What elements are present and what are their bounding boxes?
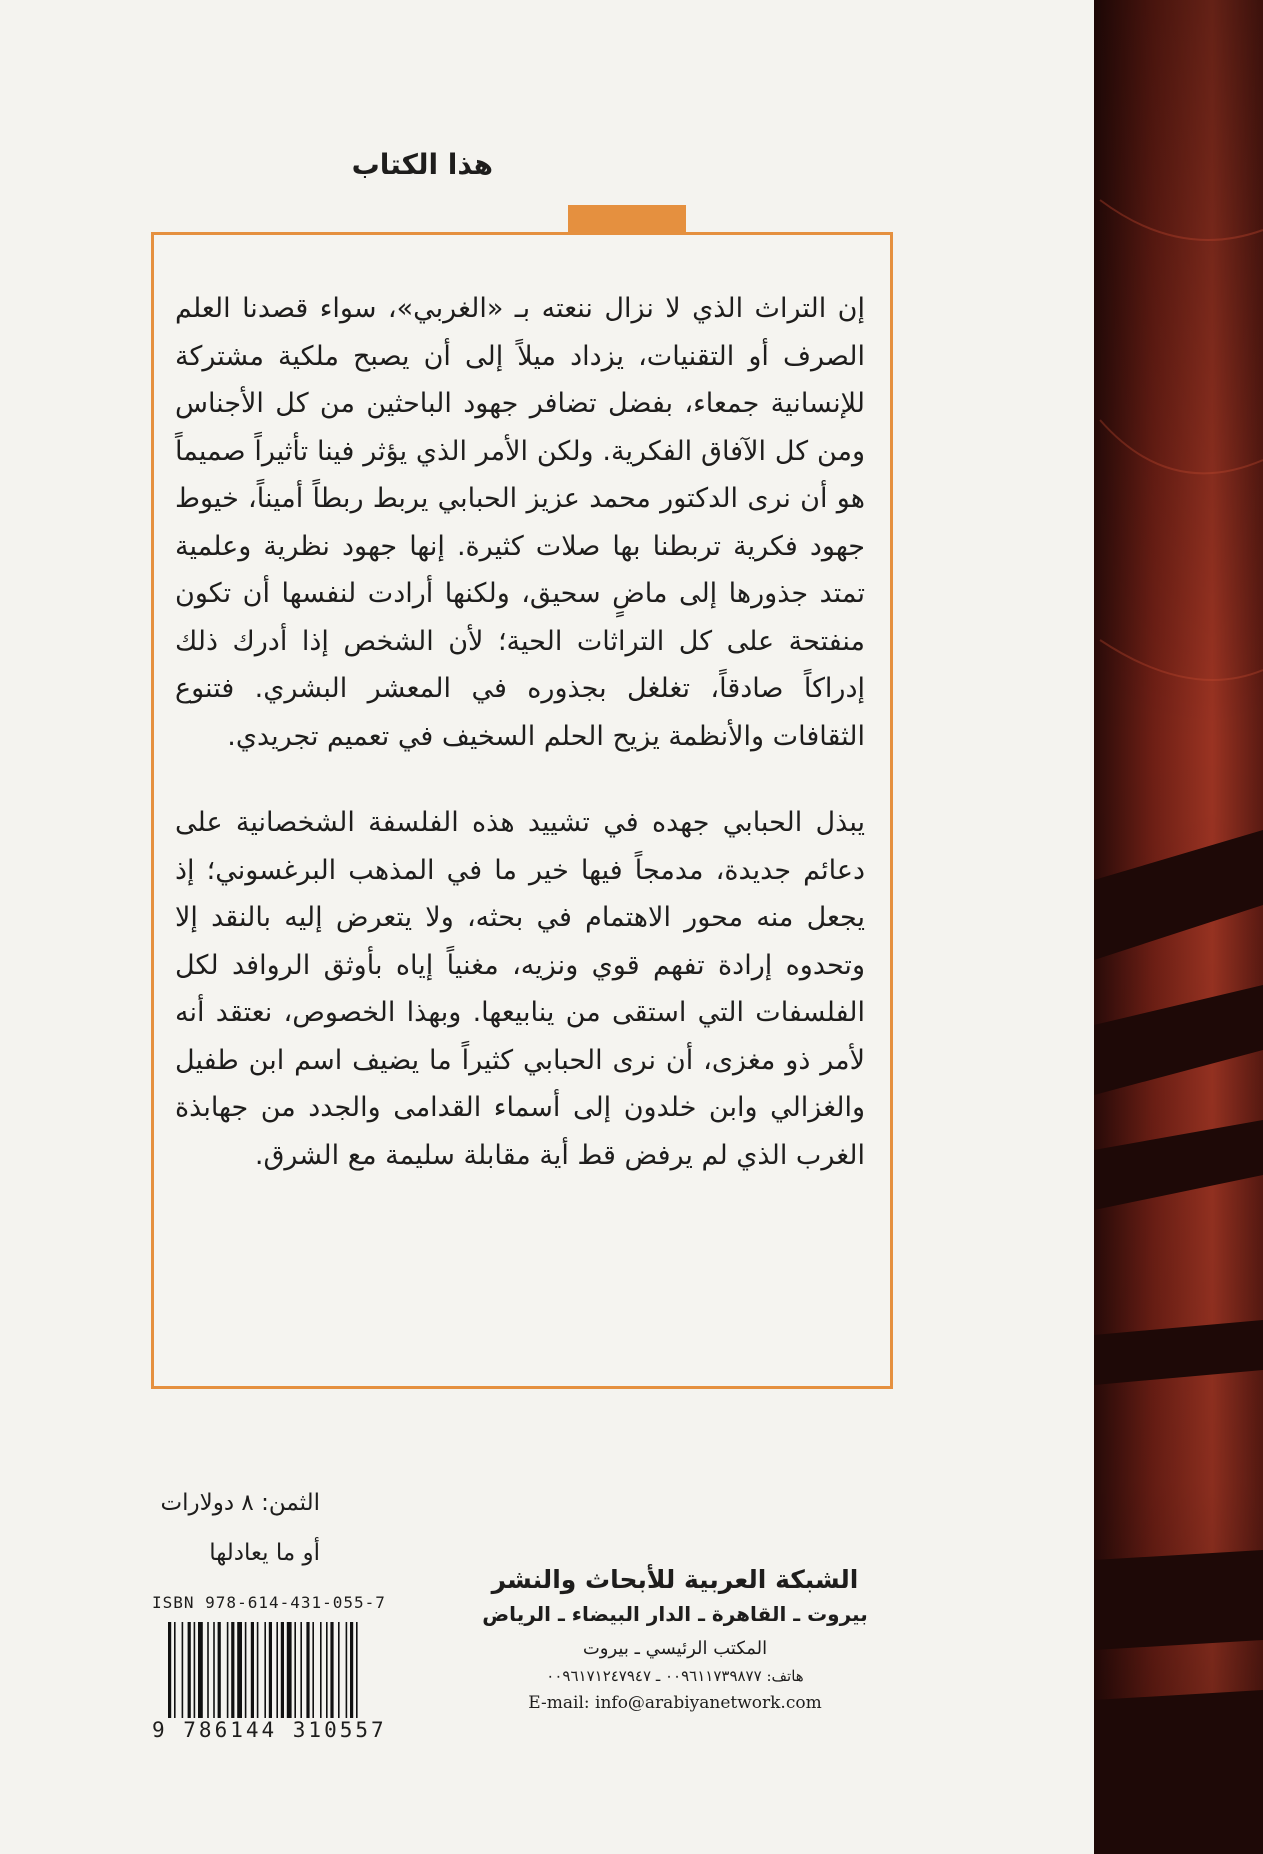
publisher-block (470, 1565, 880, 1713)
spine-stripe (1094, 1690, 1263, 1854)
description-paragraph: يبذل الحبابي جهده في تشييد هذه الفلسفة الشخصانية على دعائم جديدة، مدمجاً فيها خير ما في المذهب البرغسوني؛ إذ يجعل منه محور الاهتمام في بحثه، ولا يتعرض إليه بالنقد إلا وتحدوه إرادة تفهم قوي ونزيه، مغنياً إياه بأوثق الروافد لكل الفلسفات التي استقى من ينابيعها. وبهذا الخصوص، نعتقد أنه لأمر ذو مغزى، أن نرى الحبابي كثيراً ما يضيف اسم ابن طفيل والغزالي وابن خلدون إلى أسماء القدامى والجدد من جهابذة الغرب الذي لم يرفض قط أية مقابلة سليمة مع الشرق. (175, 807, 865, 1171)
price-block (140, 1478, 320, 1578)
ean-number: 9 786144 310557 (152, 1718, 387, 1742)
book-description (175, 285, 865, 1179)
description-paragraph: إن التراث الذي لا نزال ننعته بـ «الغربي»، سواء قصدنا العلم الصرف أو التقنيات، يزداد ميلاً إلى أن يصبح ملكية مشتركة للإنسانية جمعاء، بفضل تضافر جهود الباحثين من كل الأجناس ومن كل الآفاق الفكرية. ولكن الأمر الذي يؤثر فينا تأثيراً صميماً هو أن نرى الدكتور محمد عزيز الحبابي يربط ربطاً أميناً، خيوط جهود فكرية تربطنا بها صلات كثيرة. إنها جهود نظرية وعلمية تمتد جذورها إلى ماضٍ سحيق، ولكنها أرادت لنفسها أن تكون منفتحة على كل التراثات الحية؛ لأن الشخص إذا أدرك ذلك إدراكاً صادقاً، تغلغل بجذوره في المعشر البشري. فتنوع الثقافات والأنظمة يزيح الحلم السخيف في تعميم تجريدي. (175, 293, 865, 752)
price-line: الثمن: ٨ دولارات (160, 1490, 320, 1516)
publisher-email: E-mail: info@arabiyanetwork.com (528, 1693, 822, 1713)
publisher-cities: بيروت ـ القاهرة ـ الدار البيضاء ـ الرياض (482, 1602, 868, 1626)
heading-accent-tab (568, 205, 686, 233)
price-equivalent: أو ما يعادلها (209, 1540, 320, 1566)
publisher-phone: هاتف: ٠٠٩٦١١٧٣٩٨٧٧ ـ ٠٠٩٦١٧١٢٤٧٩٤٧ (546, 1667, 804, 1685)
publisher-office: المكتب الرئيسي ـ بيروت (582, 1638, 768, 1659)
isbn-label: ISBN 978-614-431-055-7 (152, 1593, 386, 1612)
section-heading: هذا الكتاب (351, 148, 493, 181)
spine-stripe (1094, 1550, 1263, 1650)
publisher-name: الشبكة العربية للأبحاث والنشر (491, 1565, 859, 1594)
